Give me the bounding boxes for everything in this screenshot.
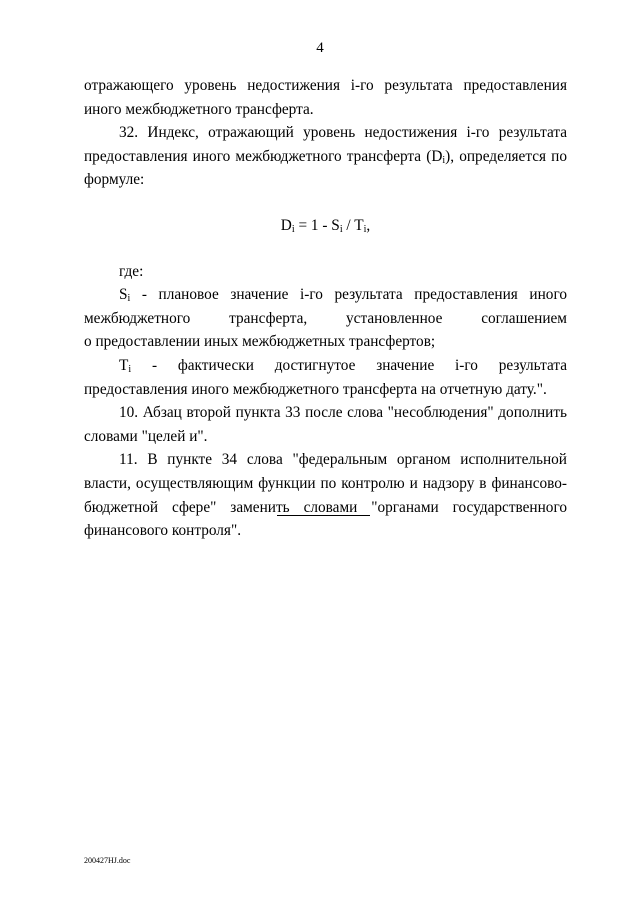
- t-definition: [84, 354, 567, 401]
- formula: [84, 214, 567, 238]
- paragraph-32-prefix: 32. Индекс, отражающий уровень недостижения i-го результата предоставления иного межбюджетного трансферта (D: [84, 124, 567, 165]
- formula-end: ,: [366, 216, 371, 234]
- s-symbol-sub: i: [127, 293, 131, 305]
- document-body: [84, 74, 567, 543]
- where-label: где:: [119, 262, 144, 280]
- formula-slash: / T: [342, 216, 364, 234]
- paragraph-32-subscript: i: [442, 154, 446, 166]
- formula-d-sub: i: [291, 223, 295, 235]
- paragraph-continuation: отражающего уровень недостижения i-го результата предоставления иного межбюджетного трансферта.: [84, 77, 567, 118]
- s-definition: [84, 283, 567, 330]
- footer-filename: 200427НJ.doc: [84, 856, 131, 865]
- paragraph-10: 10. Абзац второй пункта 33 после слова "несоблюдения" дополнить словами "целей и".: [84, 404, 567, 445]
- formula-middle: = 1 - S: [294, 216, 340, 234]
- paragraph-32-suffix: ), определяется по формуле:: [84, 147, 567, 189]
- page-number: 4: [316, 40, 324, 56]
- formula-d: D: [280, 216, 292, 234]
- t-symbol: T: [119, 356, 129, 374]
- paragraph-32: [84, 121, 567, 192]
- t-definition-text: - фактически достигнутое значение i-го результата предоставления иного межбюджетного трансферта на отчетную дату.".: [84, 356, 567, 398]
- formula-t-sub: i: [363, 223, 367, 235]
- s-symbol: S: [119, 286, 128, 304]
- end-divider: [277, 515, 370, 516]
- s-definition-continuation: о предоставлении иных межбюджетных трансфертов;: [84, 333, 436, 351]
- paragraph-11: 11. В пункте 34 слова "федеральным органом исполнительной власти, осуществляющим функции по контролю и надзору в финансово-бюджетной сфере" заменить словами "органами государственного финансового контроля".: [84, 451, 567, 540]
- t-symbol-sub: i: [128, 363, 132, 375]
- s-definition-text: - плановое значение i-го результата предоставления иного межбюджетного трансферта, установленное соглашением: [84, 286, 567, 327]
- formula-s-sub: i: [339, 223, 343, 235]
